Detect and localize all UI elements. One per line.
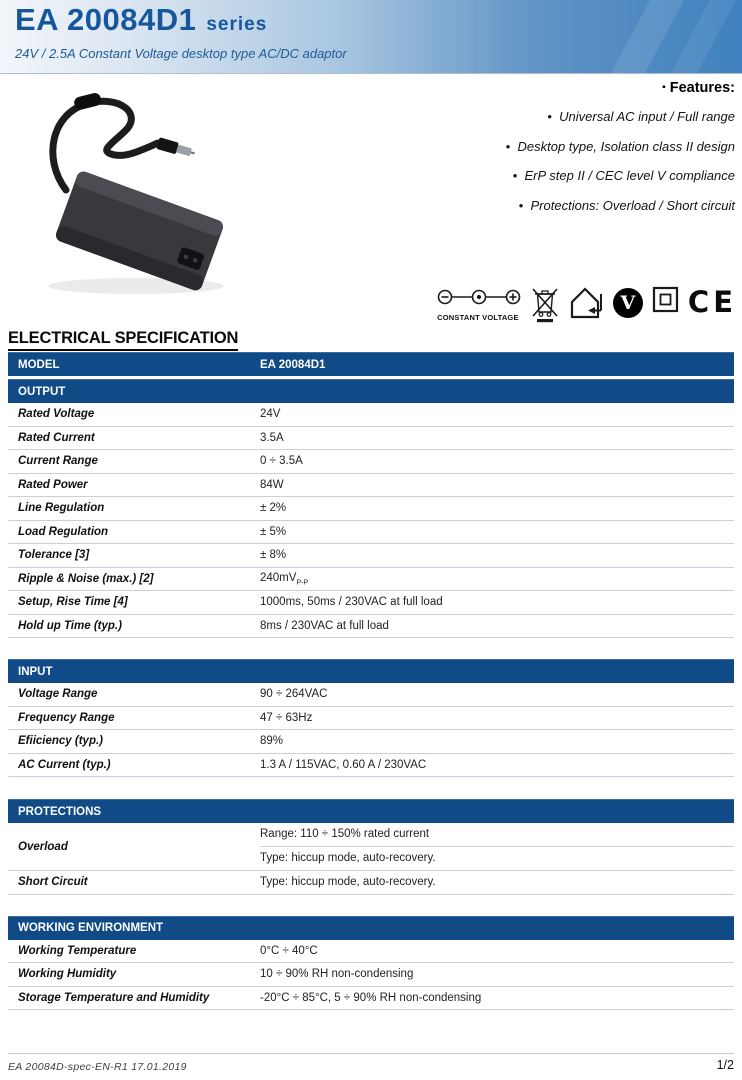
row-value: 1.3 A / 115VAC, 0.60 A / 230VAC xyxy=(260,758,427,771)
row-value: 90 ÷ 264VAC xyxy=(260,688,328,701)
doc-reference: EA 20084D-spec-EN-R1 17.01.2019 xyxy=(8,1061,187,1073)
row-value: 10 ÷ 90% RH non-condensing xyxy=(260,968,414,981)
spec-row xyxy=(8,591,734,615)
spec-row xyxy=(8,521,734,545)
spec-row xyxy=(8,871,734,895)
model-row xyxy=(8,352,734,376)
row-value xyxy=(260,572,734,586)
spec-row xyxy=(8,683,734,707)
spec-row xyxy=(8,615,734,639)
indoor-use-house-icon xyxy=(567,286,604,322)
constant-voltage-polarity-icon xyxy=(433,288,523,306)
spec-row xyxy=(8,450,734,474)
features-list xyxy=(395,102,735,220)
row-label: AC Current (typ.) xyxy=(18,758,111,771)
feature-item: • Desktop type, Isolation class II design xyxy=(395,132,735,162)
row-label: Line Regulation xyxy=(18,502,105,515)
title-row xyxy=(15,2,267,38)
spec-row xyxy=(8,730,734,754)
row-value: Type: hiccup mode, auto-recovery. xyxy=(260,852,436,865)
row-label: Rated Power xyxy=(18,478,88,491)
row-label: Working Temperature xyxy=(18,944,137,957)
row-value: 84W xyxy=(260,478,284,491)
row-label: Hold up Time (typ.) xyxy=(18,619,122,632)
spec-row xyxy=(8,544,734,568)
spec-row xyxy=(8,474,734,498)
certification-icons-row xyxy=(433,286,737,324)
row-label: Short Circuit xyxy=(18,876,88,889)
constant-voltage-label: CONSTANT VOLTAGE xyxy=(437,313,519,322)
features-block xyxy=(395,80,735,220)
spec-row xyxy=(8,754,734,778)
row-value-group xyxy=(260,823,734,870)
spec-row xyxy=(8,987,734,1011)
row-label: Overload xyxy=(18,840,68,853)
row-value: 0 ÷ 3.5A xyxy=(260,455,303,468)
feature-item: • Universal AC input / Full range xyxy=(395,102,735,132)
model-label: MODEL xyxy=(18,358,60,371)
page-number: 1/2 xyxy=(716,1058,734,1072)
row-value: 3.5A xyxy=(260,431,284,444)
spec-row xyxy=(8,497,734,521)
constant-voltage-mark xyxy=(433,288,523,322)
row-label: Rated Voltage xyxy=(18,408,95,421)
header-banner xyxy=(0,0,742,74)
spec-table xyxy=(8,352,734,1010)
product-photo xyxy=(14,80,244,298)
adaptor-illustration xyxy=(14,80,244,298)
row-label: Current Range xyxy=(18,455,98,468)
page-subtitle: 24V / 2.5A Constant Voltage desktop type AC/DC adaptor xyxy=(15,46,347,61)
spec-section-heading: ELECTRICAL SPECIFICATION xyxy=(8,329,238,351)
page-title: EA 20084D1 xyxy=(15,2,197,37)
spec-row xyxy=(8,568,734,592)
row-label: Load Regulation xyxy=(18,525,109,538)
row-value: Range: 110 ÷ 150% rated current xyxy=(260,823,734,847)
row-value: 1000ms, 50ms / 230VAC at full load xyxy=(260,596,443,609)
footer-divider xyxy=(8,1053,734,1054)
row-label: Frequency Range xyxy=(18,711,115,724)
row-value: ± 2% xyxy=(260,502,287,515)
section-header-output: OUTPUT xyxy=(8,379,734,403)
row-label: Tolerance [3] xyxy=(18,549,90,562)
efficiency-level-v-letter: V xyxy=(620,292,636,314)
row-value: ± 8% xyxy=(260,549,287,562)
ripple-value: 240mV xyxy=(260,571,297,584)
row-label: Rated Current xyxy=(18,431,95,444)
row-value: 0°C ÷ 40°C xyxy=(260,944,318,957)
row-label: Setup, Rise Time [4] xyxy=(18,596,128,609)
model-value: EA 20084D1 xyxy=(260,358,326,371)
feature-item: • Protections: Overload / Short circuit xyxy=(395,191,735,221)
series-suffix: series xyxy=(206,14,268,35)
row-value: 8ms / 230VAC at full load xyxy=(260,619,389,632)
weee-crossed-bin-icon xyxy=(532,286,558,324)
row-label: Voltage Range xyxy=(18,688,98,701)
spec-row xyxy=(8,940,734,964)
row-value: Type: hiccup mode, auto-recovery. xyxy=(260,876,436,889)
spec-row-overload xyxy=(8,823,734,871)
efficiency-level-v-icon xyxy=(613,288,643,318)
row-value: ± 5% xyxy=(260,525,287,538)
row-value: -20°C ÷ 85°C, 5 ÷ 90% RH non-condensing xyxy=(260,991,482,1004)
row-value: 24V xyxy=(260,408,281,421)
section-header-working-environment: WORKING ENVIRONMENT xyxy=(8,916,734,940)
spec-row xyxy=(8,403,734,427)
section-header-input: INPUT xyxy=(8,659,734,683)
row-label: Working Humidity xyxy=(18,968,117,981)
ce-mark-icon: CE xyxy=(687,285,737,319)
row-value: 47 ÷ 63Hz xyxy=(260,711,313,724)
ripple-value-subscript: P-P xyxy=(296,578,309,586)
spec-row xyxy=(8,963,734,987)
section-header-protections: PROTECTIONS xyxy=(8,799,734,823)
feature-item: • ErP step II / CEC level V compliance xyxy=(395,161,735,191)
spec-row xyxy=(8,427,734,451)
row-value: 89% xyxy=(260,735,284,748)
row-label: Storage Temperature and Humidity xyxy=(18,991,210,1004)
spec-row xyxy=(8,707,734,731)
features-heading xyxy=(395,80,735,96)
row-label: Efiiciency (typ.) xyxy=(18,735,103,748)
square-bullet-icon: ▪ xyxy=(662,82,666,93)
row-label: Ripple & Noise (max.) [2] xyxy=(18,572,154,585)
features-heading-label: Features: xyxy=(669,80,735,96)
class-ii-double-square-icon xyxy=(652,286,679,313)
